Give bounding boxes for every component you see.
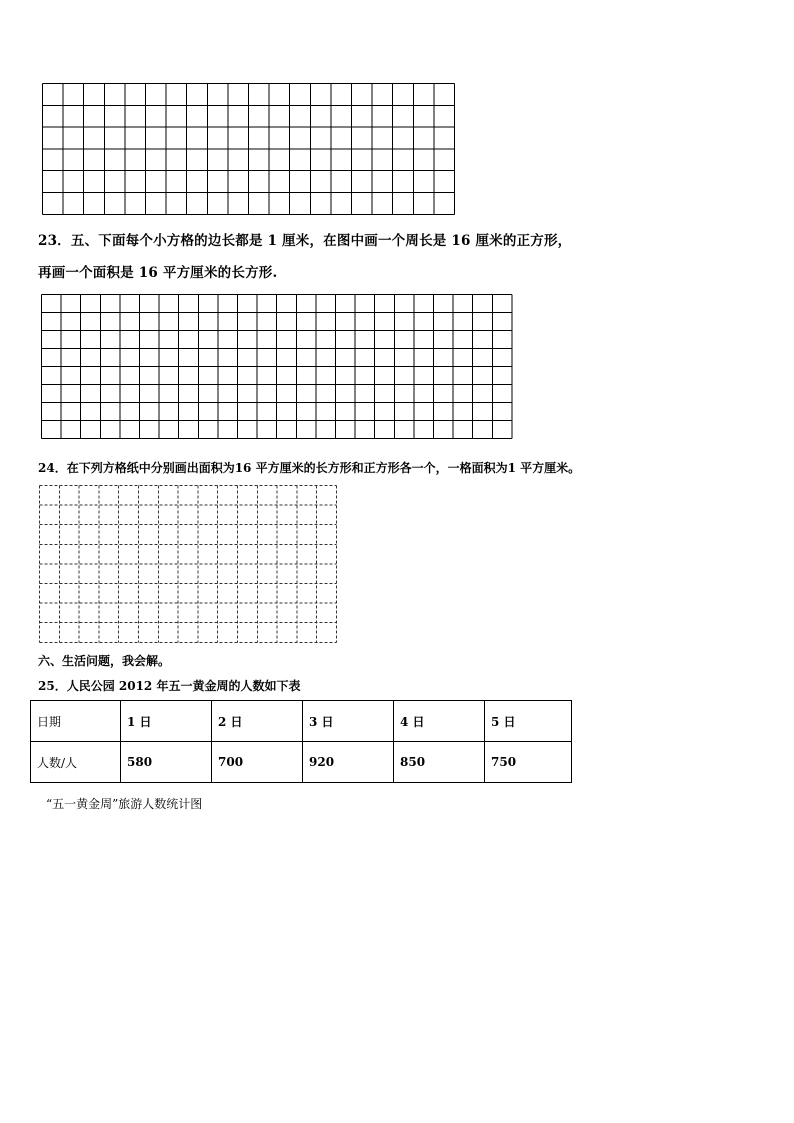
question-25-title: 25．人民公园 2012 年五一黄金周的人数如下表 [38, 679, 301, 693]
top-grid [40, 82, 458, 218]
table-cell: 3 日 [303, 701, 394, 742]
table-cell: 5 日 [485, 701, 572, 742]
table-cell: 920 [303, 742, 394, 783]
question-23-line-2: 再画一个面积是 16 平方厘米的长方形. [38, 265, 278, 281]
table-cell: 日期 [31, 701, 121, 742]
table-cell: 700 [212, 742, 303, 783]
visitor-table [30, 700, 572, 783]
section-6-title: 六、生活问题，我会解。 [38, 654, 171, 668]
question-24-text: 24．在下列方格纸中分别画出面积为16 平方厘米的长方形和正方形各一个，一格面积为1 平方厘米。 [38, 461, 581, 475]
table-cell: 2 日 [212, 701, 303, 742]
question-24-dashed-grid [38, 484, 342, 646]
table-header-row [31, 701, 572, 742]
table-cell: 580 [121, 742, 212, 783]
question-23-line-1: 23．五、下面每个小方格的边长都是 1 厘米，在图中画一个周长是 16 厘米的正方形， [38, 233, 572, 249]
chart-caption: “五一黄金周”旅游人数统计图 [46, 797, 203, 811]
table-cell: 750 [485, 742, 572, 783]
table-row [31, 742, 572, 783]
table-cell: 850 [394, 742, 485, 783]
question-23-grid [40, 293, 518, 441]
table-cell: 1 日 [121, 701, 212, 742]
table-cell: 人数/人 [31, 742, 121, 783]
table-cell: 4 日 [394, 701, 485, 742]
